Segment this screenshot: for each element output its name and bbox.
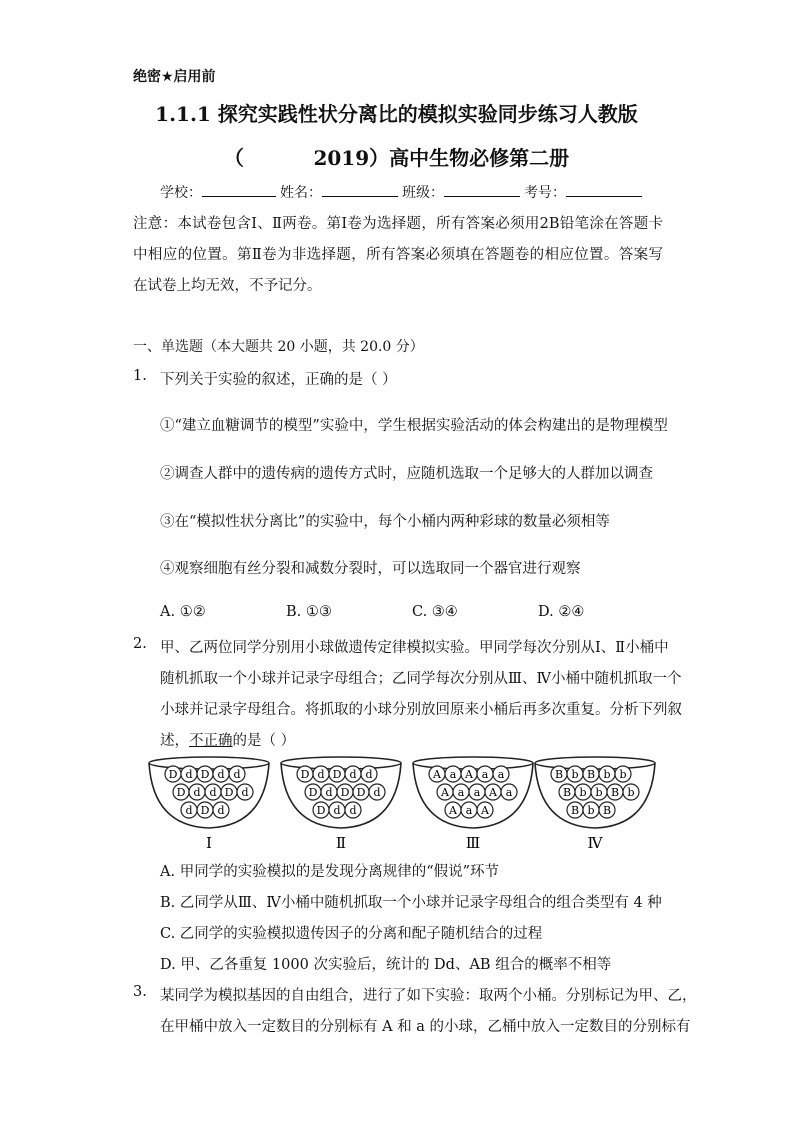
ball-label: d: [185, 804, 193, 817]
ball-label: D: [308, 786, 318, 799]
ball-label: d: [233, 768, 241, 781]
bucket-2: [281, 757, 401, 852]
bucket-label: Ⅰ: [206, 834, 212, 852]
ball-label: b: [603, 768, 611, 781]
ball-label: A: [441, 786, 449, 799]
bucket-label: Ⅲ: [465, 834, 481, 852]
name-field[interactable]: [322, 182, 398, 197]
buckets-figure: [145, 756, 665, 852]
page-title-line1: 1.1.1 探究实践性状分离比的模拟实验同步练习人教版: [155, 102, 638, 126]
ball-label: B: [602, 804, 612, 817]
ball-label: b: [619, 768, 627, 781]
ball-label: d: [185, 768, 193, 781]
q2-last-prefix: 述，: [160, 733, 189, 749]
ball-label: d: [349, 804, 357, 817]
q1-stem: 下列关于实验的叙述，正确的是（ ）: [160, 372, 397, 388]
confidential-header: 绝密★启用前: [133, 69, 216, 85]
q2-underlined-word: 不正确: [189, 733, 233, 749]
ball-label: a: [505, 786, 513, 799]
ball-label: b: [595, 786, 603, 799]
ball-label: d: [241, 786, 249, 799]
q2-option-c[interactable]: C. 乙同学的实验模拟遗传因子的分离和配子随机结合的过程: [160, 926, 543, 942]
ball-label: B: [586, 768, 596, 781]
ball-label: b: [571, 768, 579, 781]
ball-label: d: [193, 786, 201, 799]
ball-label: a: [473, 786, 481, 799]
ball-label: D: [340, 786, 350, 799]
ball-label: d: [365, 768, 373, 781]
ball-label: a: [497, 768, 505, 781]
ball-label: d: [333, 804, 341, 817]
q2-option-d[interactable]: D. 甲、乙各重复 1000 次实验后，统计的 Dd、AB 组合的概率不相等: [160, 957, 612, 973]
q3-line-1: 某同学为模拟基因的自由组合，进行了如下实验：取两个小桶。分别标记为甲、乙，: [160, 988, 697, 1004]
q1-option-c[interactable]: C. ③④: [412, 604, 458, 620]
ball-label: b: [627, 786, 635, 799]
ball-label: B: [570, 804, 580, 817]
q2-last-suffix: 的是（ ）: [232, 733, 296, 749]
ball-label: D: [176, 786, 186, 799]
school-field[interactable]: [202, 182, 276, 197]
q2-line-4: [160, 729, 295, 750]
ball-label: d: [217, 804, 225, 817]
bucket-3: [413, 757, 533, 852]
ball-label: B: [610, 786, 620, 799]
ball-label: A: [481, 804, 489, 817]
ball-label: b: [579, 786, 587, 799]
ball-label: D: [168, 768, 178, 781]
q2-option-a[interactable]: A. 甲同学的实验模拟的是发现分离规律的“假说”环节: [160, 864, 500, 880]
section-heading: 一、单选题（本大题共 20 小题，共 20.0 分）: [133, 339, 424, 355]
q3-line-2: 在甲桶中放入一定数目的分别标有 A 和 a 的小球，乙桶中放入一定数目的分别标有: [160, 1019, 691, 1035]
notice-paragraph: 注意：本试卷包含Ⅰ、Ⅱ两卷。第Ⅰ卷为选择题，所有答案必须用2B铅笔涂在答题卡中相应的位置。第Ⅱ卷为非选择题，所有答案必须填在答题卷的相应位置。答案写在试卷上均无效，不予记分。: [133, 216, 663, 294]
ball-label: B: [562, 786, 572, 799]
ball-label: d: [317, 768, 325, 781]
class-field[interactable]: [444, 182, 520, 197]
q1-statement-4: ④观察细胞有丝分裂和减数分裂时，可以选取同一个器官进行观察: [160, 561, 581, 577]
ball-label: a: [465, 804, 473, 817]
page-title-line2: （ 2019）高中生物必修第二册: [223, 146, 570, 170]
bucket-1: [149, 757, 269, 852]
ball-label: A: [489, 786, 497, 799]
ball-label: d: [373, 786, 381, 799]
q2-line-3: 小球并记录字母组合。将抓取的小球分别放回原来小桶后再多次重复。分析下列叙: [160, 702, 682, 718]
ball-label: d: [209, 786, 217, 799]
q1-number: 1.: [133, 368, 147, 384]
q1-option-a[interactable]: A. ①②: [160, 604, 206, 620]
q3-number: 3.: [133, 984, 147, 1000]
q2-option-b[interactable]: B. 乙同学从Ⅲ、Ⅳ小桶中随机抓取一个小球并记录字母组合的组合类型有 4 种: [160, 895, 662, 911]
ball-label: a: [449, 768, 457, 781]
q1-option-d[interactable]: D. ②④: [538, 604, 585, 620]
ball-label: d: [325, 786, 333, 799]
ball-label: A: [465, 768, 473, 781]
ball-label: D: [224, 786, 234, 799]
q1-option-b[interactable]: B. ①③: [286, 604, 332, 620]
ball-label: D: [332, 768, 342, 781]
ball-label: A: [449, 804, 457, 817]
q1-statement-2: ②调查人群中的遗传病的遗传方式时，应随机选取一个足够大的人群加以调查: [160, 466, 653, 482]
ball-label: b: [587, 804, 595, 817]
class-label: 班级：: [402, 185, 444, 201]
ball-label: d: [217, 768, 225, 781]
q1-statement-3: ③在“模拟性状分离比”的实验中，每个小桶内两种彩球的数量必须相等: [160, 514, 610, 530]
ball-label: B: [554, 768, 564, 781]
ball-label: A: [433, 768, 441, 781]
q1-statement-1: ①“建立血糖调节的模型”实验中，学生根据实验活动的体会构建出的是物理模型: [160, 418, 668, 434]
exam-no-field[interactable]: [566, 182, 642, 197]
exam-no-label: 考号：: [524, 185, 566, 201]
bucket-4: [535, 757, 655, 852]
student-info-row: [160, 182, 646, 202]
bucket-label: Ⅳ: [587, 834, 603, 852]
ball-label: D: [356, 786, 366, 799]
q2-number: 2.: [133, 636, 147, 652]
bucket-label: Ⅱ: [335, 834, 347, 852]
ball-label: a: [457, 786, 465, 799]
name-label: 姓名：: [280, 185, 322, 201]
school-label: 学校：: [160, 185, 202, 201]
ball-label: d: [349, 768, 357, 781]
ball-label: a: [481, 768, 489, 781]
q2-line-1: 甲、乙两位同学分别用小球做遗传定律模拟实验。甲同学每次分别从Ⅰ、Ⅱ小桶中: [160, 640, 669, 656]
ball-label: D: [316, 804, 326, 817]
ball-label: D: [300, 768, 310, 781]
ball-label: D: [200, 768, 210, 781]
ball-label: D: [200, 804, 210, 817]
q2-line-2: 随机抓取一个小球并记录字母组合；乙同学每次分别从Ⅲ、Ⅳ小桶中随机抓取一个: [160, 671, 682, 687]
